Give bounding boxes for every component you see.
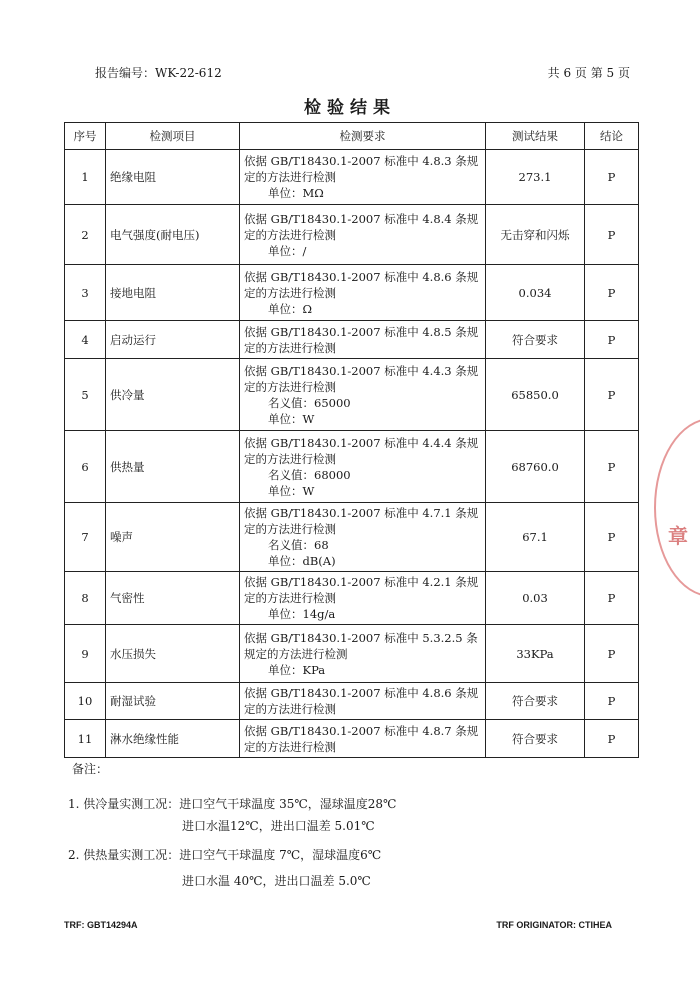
requirement-text: 依据 GB/T18430.1-2007 标准中 4.8.5 条规定的方法进行检测 xyxy=(244,324,479,355)
row-number: 11 xyxy=(65,720,106,758)
row-requirement xyxy=(240,205,486,265)
results-table xyxy=(64,122,639,758)
row-conclusion: P xyxy=(585,503,639,572)
row-item: 供冷量 xyxy=(106,359,240,431)
row-item: 接地电阻 xyxy=(106,265,240,321)
requirement-text: 依据 GB/T18430.1-2007 标准中 5.3.2.5 条规定的方法进行检测 xyxy=(244,630,478,661)
row-requirement xyxy=(240,572,486,625)
requirement-detail: 名义值：68000 xyxy=(268,467,351,482)
row-result: 无击穿和闪烁 xyxy=(486,205,585,265)
report-number: 报告编号：WK-22-612 xyxy=(95,66,222,80)
row-conclusion: P xyxy=(585,431,639,503)
row-item: 气密性 xyxy=(106,572,240,625)
official-seal xyxy=(654,418,700,597)
requirement-detail: 名义值：68 xyxy=(268,538,329,552)
requirement-detail: 单位：MΩ xyxy=(268,186,324,200)
seal-text: 章 xyxy=(668,524,688,548)
row-requirement xyxy=(240,431,486,503)
row-number: 9 xyxy=(65,625,106,683)
row-result: 符合要求 xyxy=(486,720,585,758)
row-conclusion: P xyxy=(585,720,639,758)
requirement-text: 依据 GB/T18430.1-2007 标准中 4.8.3 条规定的方法进行检测 xyxy=(244,154,479,184)
row-item: 启动运行 xyxy=(106,321,240,359)
row-number: 7 xyxy=(65,503,106,572)
table-row xyxy=(65,625,639,683)
row-item: 噪声 xyxy=(106,503,240,572)
requirement-text: 依据 GB/T18430.1-2007 标准中 4.8.7 条规定的方法进行检测 xyxy=(244,723,479,754)
table-row xyxy=(65,359,639,431)
remark-line-2b: 进口水温 40℃，进出口温差 5.0℃ xyxy=(182,874,371,888)
row-requirement xyxy=(240,359,486,431)
requirement-detail: 单位：W xyxy=(268,483,315,498)
row-conclusion: P xyxy=(585,683,639,720)
row-item: 耐湿试验 xyxy=(106,683,240,720)
row-conclusion: P xyxy=(585,625,639,683)
row-result: 符合要求 xyxy=(486,321,585,359)
row-requirement xyxy=(240,683,486,720)
requirement-text: 依据 GB/T18430.1-2007 标准中 4.7.1 条规定的方法进行检测 xyxy=(244,506,479,536)
header-no: 序号 xyxy=(65,123,106,150)
row-number: 4 xyxy=(65,321,106,359)
remark-line-1: 1. 供冷量实测工况：进口空气干球温度 35℃，湿球温度28℃ xyxy=(68,797,397,811)
table-row xyxy=(65,431,639,503)
table-row xyxy=(65,265,639,321)
requirement-text: 依据 GB/T18430.1-2007 标准中 4.4.3 条规定的方法进行检测 xyxy=(244,363,479,394)
row-result: 68760.0 xyxy=(486,431,585,503)
row-number: 1 xyxy=(65,150,106,205)
row-item: 水压损失 xyxy=(106,625,240,683)
row-number: 6 xyxy=(65,431,106,503)
row-result: 0.034 xyxy=(486,265,585,321)
row-item: 供热量 xyxy=(106,431,240,503)
table-header-row xyxy=(65,123,639,150)
remark-line-1b: 进口水温12℃，进出口温差 5.01℃ xyxy=(182,819,375,833)
requirement-detail: 单位：/ xyxy=(268,243,307,258)
requirement-text: 依据 GB/T18430.1-2007 标准中 4.4.4 条规定的方法进行检测 xyxy=(244,435,479,466)
requirement-detail: 单位：KPa xyxy=(268,662,326,677)
row-requirement xyxy=(240,150,486,205)
row-conclusion: P xyxy=(585,265,639,321)
row-requirement xyxy=(240,720,486,758)
row-requirement xyxy=(240,625,486,683)
requirement-text: 依据 GB/T18430.1-2007 标准中 4.8.6 条规定的方法进行检测 xyxy=(244,269,479,300)
header-result: 测试结果 xyxy=(486,123,585,150)
requirement-text: 依据 GB/T18430.1-2007 标准中 4.2.1 条规定的方法进行检测 xyxy=(244,575,479,605)
table-row xyxy=(65,572,639,625)
remarks-label: 备注： xyxy=(72,762,109,776)
table-row xyxy=(65,150,639,205)
row-number: 5 xyxy=(65,359,106,431)
row-number: 2 xyxy=(65,205,106,265)
row-number: 8 xyxy=(65,572,106,625)
page-title: 检验结果 xyxy=(304,98,396,118)
row-conclusion: P xyxy=(585,572,639,625)
row-requirement xyxy=(240,321,486,359)
requirement-detail: 单位：Ω xyxy=(268,301,313,316)
row-conclusion: P xyxy=(585,321,639,359)
row-requirement xyxy=(240,265,486,321)
page-info: 共 6 页 第 5 页 xyxy=(547,66,630,80)
row-result: 33KPa xyxy=(486,625,585,683)
requirement-detail: 单位：14g/a xyxy=(268,607,336,621)
header-conclusion: 结论 xyxy=(585,123,639,150)
row-item: 淋水绝缘性能 xyxy=(106,720,240,758)
requirement-text: 依据 GB/T18430.1-2007 标准中 4.8.6 条规定的方法进行检测 xyxy=(244,686,479,716)
header-requirement: 检测要求 xyxy=(240,123,486,150)
row-requirement xyxy=(240,503,486,572)
header-item: 检测项目 xyxy=(106,123,240,150)
requirement-detail: 单位：dB(A) xyxy=(268,554,336,568)
row-conclusion: P xyxy=(585,359,639,431)
row-item: 电气强度(耐电压) xyxy=(106,205,240,265)
requirement-detail: 名义值：65000 xyxy=(268,395,351,410)
row-conclusion: P xyxy=(585,205,639,265)
table-row xyxy=(65,720,639,758)
row-result: 65850.0 xyxy=(486,359,585,431)
requirement-detail: 单位：W xyxy=(268,411,315,426)
row-item: 绝缘电阻 xyxy=(106,150,240,205)
row-result: 273.1 xyxy=(486,150,585,205)
table-row xyxy=(65,683,639,720)
footer-originator: TRF ORIGINATOR: CTIHEA xyxy=(496,920,612,930)
table-row xyxy=(65,205,639,265)
row-result: 67.1 xyxy=(486,503,585,572)
remark-line-2: 2. 供热量实测工况：进口空气干球温度 7℃，湿球温度6℃ xyxy=(68,848,382,862)
footer-trf: TRF: GBT14294A xyxy=(64,920,138,930)
row-number: 3 xyxy=(65,265,106,321)
requirement-text: 依据 GB/T18430.1-2007 标准中 4.8.4 条规定的方法进行检测 xyxy=(244,211,479,242)
row-conclusion: P xyxy=(585,150,639,205)
row-result: 0.03 xyxy=(486,572,585,625)
table-row xyxy=(65,321,639,359)
table-row xyxy=(65,503,639,572)
row-result: 符合要求 xyxy=(486,683,585,720)
row-number: 10 xyxy=(65,683,106,720)
